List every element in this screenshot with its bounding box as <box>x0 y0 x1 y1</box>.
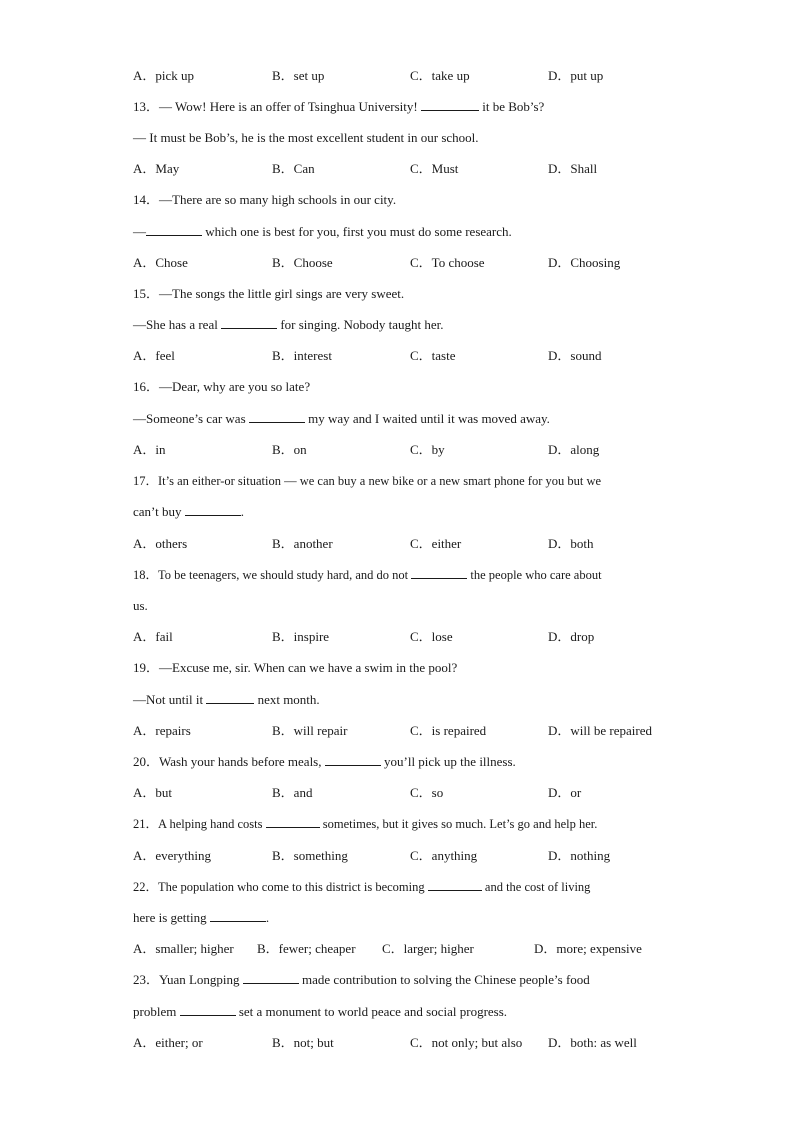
answer-blank <box>428 878 482 891</box>
option-b: B．on <box>272 442 307 457</box>
option-b: B．and <box>272 785 313 800</box>
question-18-stem-cont: us. <box>133 598 148 613</box>
option-d: D．nothing <box>548 848 611 863</box>
question-14-stem: 14．—There are so many high schools in our city. <box>133 192 397 207</box>
answer-blank <box>221 316 277 329</box>
option-a: A．feel <box>133 348 175 363</box>
option-b: B．interest <box>272 348 332 363</box>
option-c: C．take up <box>410 68 470 83</box>
answer-blank <box>146 223 202 236</box>
option-d: D．along <box>548 442 600 457</box>
question-13-dialogue: — It must be Bob’s, he is the most excellent student in our school. <box>133 130 479 145</box>
option-a: A．others <box>133 536 188 551</box>
question-23-stem-cont: problem set a monument to world peace and social progress. <box>133 1004 508 1019</box>
question-22-stem: 22．The population who come to this district is becoming and the cost of living <box>133 880 591 894</box>
option-a: A．either; or <box>133 1035 203 1050</box>
option-d: D．more; expensive <box>534 941 642 956</box>
option-b: B．not; but <box>272 1035 334 1050</box>
question-17-stem-cont: can’t buy . <box>133 504 244 519</box>
option-a: A．repairs <box>133 723 191 738</box>
option-c: C．not only; but also <box>410 1035 523 1050</box>
option-c: C．To choose <box>410 255 485 270</box>
option-c: C．lose <box>410 629 453 644</box>
question-19-dialogue: —Not until it next month. <box>133 692 320 707</box>
option-a: A．Chose <box>133 255 188 270</box>
option-b: B．set up <box>272 68 325 83</box>
question-13-stem: 13．— Wow! Here is an offer of Tsinghua University! it be Bob’s? <box>133 99 545 114</box>
option-b: B．another <box>272 536 333 551</box>
question-14-dialogue: — which one is best for you, first you must do some research. <box>133 224 512 239</box>
answer-blank <box>185 503 241 516</box>
answer-blank <box>325 753 381 766</box>
option-d: D．or <box>548 785 582 800</box>
answer-blank <box>206 691 254 704</box>
option-c: C．taste <box>410 348 456 363</box>
question-18-stem: 18．To be teenagers, we should study hard, and do not the people who care about <box>133 568 602 582</box>
question-23-stem: 23．Yuan Longping made contribution to solving the Chinese people’s food <box>133 972 590 987</box>
answer-blank <box>249 410 305 423</box>
question-17-stem: 17．It’s an either-or situation — we can buy a new bike or a new smart phone for you but we <box>133 474 602 488</box>
question-15-dialogue: —She has a real for singing. Nobody taught her. <box>133 317 444 332</box>
option-a: A．pick up <box>133 68 195 83</box>
option-b: B．fewer; cheaper <box>257 941 356 956</box>
option-b: B．will repair <box>272 723 348 738</box>
question-16-stem: 16．—Dear, why are you so late? <box>133 379 311 394</box>
option-b: B．Choose <box>272 255 333 270</box>
option-b: B．something <box>272 848 348 863</box>
option-a: A．smaller; higher <box>133 941 234 956</box>
question-15-stem: 15．—The songs the little girl sings are very sweet. <box>133 286 405 301</box>
answer-blank <box>266 815 320 828</box>
option-c: C．so <box>410 785 444 800</box>
option-c: C．anything <box>410 848 478 863</box>
option-d: D．both <box>548 536 594 551</box>
option-d: D．drop <box>548 629 595 644</box>
question-20-stem: 20．Wash your hands before meals, you’ll pick up the illness. <box>133 754 516 769</box>
option-d: D．sound <box>548 348 602 363</box>
option-d: D．Shall <box>548 161 598 176</box>
answer-blank <box>210 909 266 922</box>
answer-blank <box>411 566 467 579</box>
answer-blank <box>243 971 299 984</box>
option-a: A．in <box>133 442 166 457</box>
option-d: D．will be repaired <box>548 723 652 738</box>
option-c: C．Must <box>410 161 459 176</box>
question-21-stem: 21．A helping hand costs sometimes, but it gives so much. Let’s go and help her. <box>133 817 598 831</box>
option-d: D．Choosing <box>548 255 621 270</box>
question-19-stem: 19．—Excuse me, sir. When can we have a swim in the pool? <box>133 660 458 675</box>
option-c: C．either <box>410 536 462 551</box>
option-c: C．is repaired <box>410 723 487 738</box>
option-b: B．inspire <box>272 629 330 644</box>
option-c: C．by <box>410 442 445 457</box>
option-d: D．both: as well <box>548 1035 637 1050</box>
option-c: C．larger; higher <box>382 941 474 956</box>
answer-blank <box>421 98 479 111</box>
option-d: D．put up <box>548 68 604 83</box>
question-16-dialogue: —Someone’s car was my way and I waited until it was moved away. <box>133 411 550 426</box>
question-22-stem-cont: here is getting . <box>133 910 270 925</box>
option-a: A．May <box>133 161 180 176</box>
option-a: A．but <box>133 785 173 800</box>
option-a: A．fail <box>133 629 173 644</box>
answer-blank <box>180 1003 236 1016</box>
option-a: A．everything <box>133 848 211 863</box>
option-b: B．Can <box>272 161 315 176</box>
